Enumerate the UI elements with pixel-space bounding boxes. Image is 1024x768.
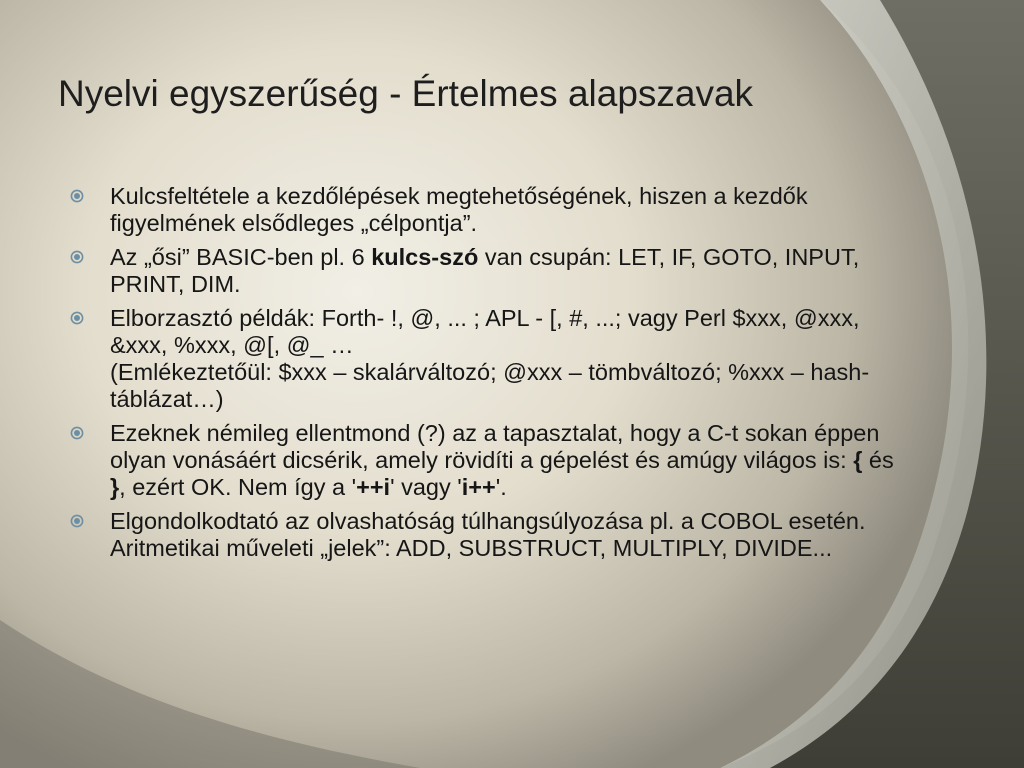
bold-code: {	[853, 447, 863, 473]
circle-bullet-icon	[70, 250, 84, 264]
bullet-text: ' vagy '	[390, 474, 462, 500]
bullet-text: Kulcsfeltétele a kezdőlépések megtehetőségének, hiszen a kezdők figyelmének elsődleges „célpontja”.	[110, 183, 808, 236]
bullet-text: Elgondolkodtató az olvashatóság túlhangsúlyozása pl. a COBOL esetén. Aritmetikai műveleti „jelek”: ADD, SUBSTRUCT, MULTIPLY, DIVIDE...	[110, 508, 866, 561]
bold-keyword: kulcs-szó	[371, 244, 479, 270]
bullet-text: és	[862, 447, 894, 473]
bullet-text: Az „ősi” BASIC-ben pl. 6	[110, 244, 372, 270]
circle-bullet-icon	[70, 514, 84, 528]
bullet-item	[64, 420, 894, 501]
bold-code: i++	[461, 474, 496, 500]
bullet-item	[64, 305, 894, 413]
bullet-item	[64, 244, 894, 298]
circle-bullet-icon	[70, 311, 84, 325]
bullet-text: '.	[495, 474, 507, 500]
bullet-list	[64, 183, 894, 569]
slide-title: Nyelvi egyszerűség - Értelmes alapszavak	[58, 73, 754, 114]
bullet-text: (Emlékeztetőül: $xxx – skalárváltozó; @xxx – tömbváltozó; %xxx – hash-táblázat…)	[110, 359, 870, 412]
circle-bullet-icon	[70, 189, 84, 203]
bold-code: }	[110, 474, 120, 500]
bullet-item	[64, 508, 894, 562]
bullet-text: , ezért OK. Nem így a '	[119, 474, 357, 500]
bullet-item	[64, 183, 894, 237]
bullet-text: van csupán: LET, IF, GOTO, INPUT, PRINT, DIM.	[110, 244, 860, 297]
bold-code: ++i	[356, 474, 391, 500]
bullet-text: Ezeknek némileg ellentmond (?) az a tapasztalat, hogy a C-t sokan éppen olyan vonásáért dicsérik, amely rövidíti a gépelést és amúgy világos is:	[110, 420, 880, 473]
bullet-text: Elborzasztó példák: Forth- !, @, ... ; APL - [, #, ...; vagy Perl $xxx, @xxx, &xxx, %xxx, @[, @_ …	[110, 305, 860, 358]
circle-bullet-icon	[70, 426, 84, 440]
